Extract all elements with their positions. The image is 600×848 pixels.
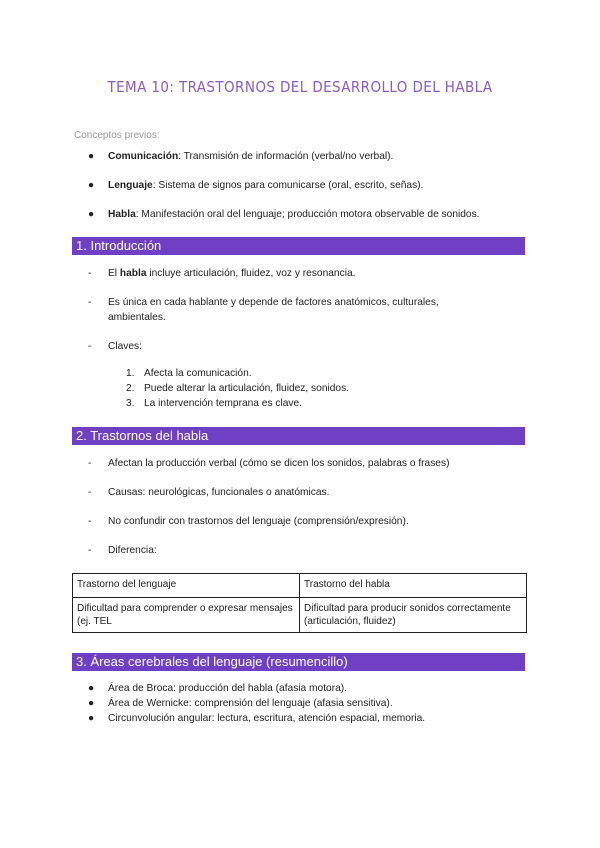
numbered-item <box>126 398 302 409</box>
text: Puede alterar la articulación, fluidez, sonidos. <box>144 383 349 394</box>
text: La intervención temprana es clave. <box>144 398 302 409</box>
text: Diferencia: <box>108 545 157 556</box>
text: Afectan la producción verbal (cómo se dicen los sonidos, palabras o frases) <box>108 458 450 469</box>
term: Habla <box>108 209 136 220</box>
table-cell: Trastorno del lenguaje <box>73 574 300 598</box>
dash-icon: - <box>88 458 92 469</box>
section-heading-trastornos: 2. Trastornos del habla <box>72 427 525 445</box>
list-item <box>88 266 498 281</box>
table-row <box>73 598 527 633</box>
list-item <box>88 180 423 191</box>
numbered-item <box>126 383 349 394</box>
previous-concepts-label: Conceptos previos: <box>74 130 160 141</box>
text: Afecta la comunicación. <box>144 368 252 379</box>
dash-icon: - <box>88 487 92 498</box>
table-cell: Dificultad para producir sonidos correctamente (articulación, fluidez) <box>300 598 527 633</box>
number: 1. <box>126 368 135 379</box>
list-item <box>88 295 498 325</box>
section-heading-introduccion: 1. Introducción <box>72 237 525 255</box>
text: Área de Wernicke: comprensión del lenguaje (afasia sensitiva). <box>108 698 393 709</box>
list-item <box>88 543 498 558</box>
text: Circunvolución angular: lectura, escritura, atención espacial, memoria. <box>108 713 426 724</box>
dash-icon: - <box>88 516 92 527</box>
text: incluye articulación, fluidez, voz y resonancia. <box>146 268 356 279</box>
bullet-icon: ● <box>88 713 95 724</box>
dash-icon: - <box>88 545 92 556</box>
page-title: TEMA 10: TRASTORNOS DEL DESARROLLO DEL HABLA <box>107 78 493 96</box>
term: Lenguaje <box>108 180 153 191</box>
definition: : Manifestación oral del lenguaje; producción motora observable de sonidos. <box>135 209 480 220</box>
table-row <box>73 574 527 598</box>
list-item <box>88 713 425 724</box>
text: El <box>108 268 120 279</box>
dash-icon: - <box>88 268 92 279</box>
dash-icon: - <box>88 341 92 352</box>
list-item <box>88 209 480 220</box>
list-item <box>88 339 498 354</box>
list-item <box>88 683 347 694</box>
list-item <box>88 485 498 500</box>
definition: : Sistema de signos para comunicarse (oral, escrito, señas). <box>152 180 424 191</box>
definition: : Transmisión de información (verbal/no verbal). <box>178 151 394 162</box>
section-heading-areas: 3. Áreas cerebrales del lenguaje (resumencillo) <box>72 653 525 671</box>
text: Causas: neurológicas, funcionales o anatómicas. <box>108 487 330 498</box>
text: Área de Broca: producción del habla (afasia motora). <box>108 683 347 694</box>
list-item <box>88 514 498 529</box>
bullet-icon: ● <box>88 209 95 220</box>
bullet-icon: ● <box>88 698 95 709</box>
term: Comunicación <box>108 151 179 162</box>
number: 2. <box>126 383 135 394</box>
comparison-table <box>72 573 527 633</box>
dash-icon: - <box>88 297 92 308</box>
numbered-item <box>126 368 252 379</box>
list-item <box>88 151 393 162</box>
bullet-icon: ● <box>88 151 95 162</box>
number: 3. <box>126 398 135 409</box>
bullet-icon: ● <box>88 683 95 694</box>
bold-term: habla <box>119 268 147 279</box>
list-item <box>88 456 498 471</box>
text: Es única en cada hablante y depende de factores anatómicos, culturales, ambientales. <box>108 297 439 323</box>
table-cell: Dificultad para comprender o expresar mensajes (ej. TEL <box>73 598 300 633</box>
text: Claves: <box>108 341 142 352</box>
list-item <box>88 698 393 709</box>
text: No confundir con trastornos del lenguaje (comprensión/expresión). <box>108 516 409 527</box>
bullet-icon: ● <box>88 180 95 191</box>
table-cell: Trastorno del habla <box>300 574 527 598</box>
